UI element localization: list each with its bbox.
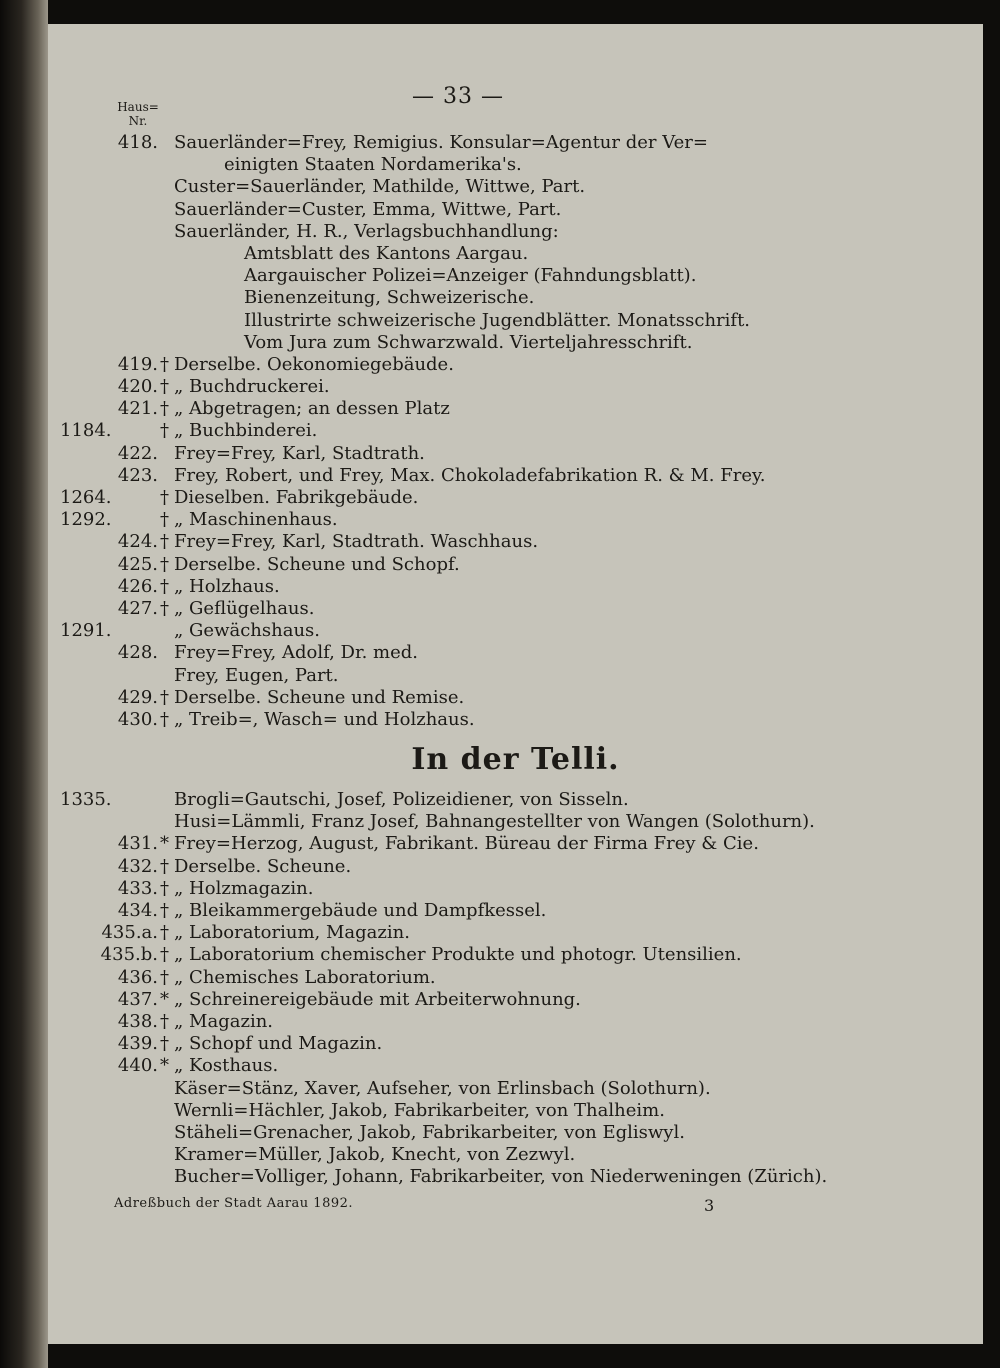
outer-house-number: 1264.: [60, 487, 112, 508]
entries-block-telli: [48, 789, 983, 1188]
directory-row: [48, 398, 983, 420]
directory-row: [48, 354, 983, 376]
entry-text: Frey, Eugen, Part.: [174, 664, 339, 686]
entry-text: Derselbe. Scheune und Remise.: [174, 686, 465, 708]
outer-house-number: 1292.: [60, 509, 112, 531]
building-mark: †: [160, 531, 169, 553]
building-mark: †: [160, 353, 169, 375]
haus-nr-column-label: [114, 100, 162, 128]
entry-text: Sauerländer=Custer, Emma, Wittwe, Part.: [174, 198, 562, 220]
directory-row: [48, 856, 983, 878]
building-mark: *: [160, 833, 169, 855]
directory-entries: [48, 132, 983, 1188]
house-number: 419.: [117, 353, 158, 375]
entry-text: Derselbe. Scheune.: [174, 855, 352, 877]
house-number: 425.: [117, 553, 158, 575]
building-mark: †: [160, 922, 169, 944]
house-number: 429.: [117, 686, 158, 708]
entry-text: Aargauischer Polizei=Anzeiger (Fahndungsblatt).: [244, 265, 697, 287]
building-mark: †: [160, 708, 169, 730]
entry-text: Frey, Robert, und Frey, Max. Chokoladefabrikation R. & M. Frey.: [174, 464, 766, 486]
entry-text: „ Kosthaus.: [174, 1055, 279, 1077]
house-number: 420.: [117, 376, 158, 398]
entry-text: Derselbe. Scheune und Schopf.: [174, 553, 460, 575]
entry-text: Custer=Sauerländer, Mathilde, Wittwe, Part.: [174, 176, 586, 198]
entry-text: Vom Jura zum Schwarzwald. Vierteljahresschrift.: [244, 331, 693, 353]
directory-row: [48, 1122, 983, 1144]
entry-text: „ Schopf und Magazin.: [174, 1033, 383, 1055]
outer-house-number: 1291.: [60, 620, 112, 642]
house-number: 433.: [117, 877, 158, 899]
directory-row: [48, 687, 983, 709]
directory-row: [48, 642, 983, 664]
directory-row: [48, 176, 983, 198]
footer-title: Adreßbuch der Stadt Aarau 1892.: [114, 1196, 354, 1211]
document-page: [48, 24, 983, 1344]
directory-row: [48, 531, 983, 553]
building-mark: †: [160, 944, 169, 966]
house-number: 427.: [117, 597, 158, 619]
directory-row: [48, 900, 983, 922]
building-mark: †: [160, 398, 169, 420]
entry-text: Bucher=Volliger, Johann, Fabrikarbeiter, von Niederweningen (Zürich).: [174, 1166, 828, 1188]
directory-row: [48, 598, 983, 620]
haus-nr-label-line2: Nr.: [128, 114, 148, 128]
entry-text: Brogli=Gautschi, Josef, Polizeidiener, von Sisseln.: [174, 789, 629, 811]
section-title: In der Telli.: [411, 742, 620, 778]
entry-text: „ Holzmagazin.: [174, 877, 314, 899]
page-number: — 33 —: [412, 84, 504, 109]
entry-text: „ Treib=, Wasch= und Holzhaus.: [174, 708, 475, 730]
directory-row: [48, 878, 983, 900]
entry-text: „ Bleikammergebäude und Dampfkessel.: [174, 900, 547, 921]
entry-text: „ Schreinereigebäude mit Arbeiterwohnung.: [174, 988, 581, 1010]
entry-text: Dieselben. Fabrikgebäude.: [174, 487, 419, 508]
building-mark: †: [160, 553, 169, 575]
building-mark: †: [160, 855, 169, 877]
directory-row: [48, 709, 983, 731]
entry-text: „ Magazin.: [174, 1010, 274, 1032]
directory-row: [48, 1011, 983, 1033]
entry-text: Frey=Frey, Karl, Stadtrath. Waschhaus.: [174, 531, 539, 553]
building-mark: *: [160, 1055, 169, 1077]
house-number: 432.: [117, 855, 158, 877]
directory-row: [48, 1100, 983, 1122]
building-mark: †: [160, 487, 169, 508]
house-number: 423.: [117, 464, 158, 486]
entry-text: „ Buchbinderei.: [174, 420, 318, 442]
directory-row: [48, 554, 983, 576]
house-number: 437.: [117, 988, 158, 1010]
directory-row: [48, 443, 983, 465]
directory-row: [48, 221, 983, 243]
house-number: 428.: [117, 642, 158, 664]
entry-text: Derselbe. Oekonomiegebäude.: [174, 353, 454, 375]
house-number: 438.: [117, 1010, 158, 1032]
house-number: 440.: [117, 1055, 158, 1077]
directory-row: [48, 967, 983, 989]
directory-row: [48, 509, 983, 531]
book-binding-shadow: [0, 0, 48, 1368]
directory-row: [48, 833, 983, 855]
entry-text: Frey=Frey, Karl, Stadtrath.: [174, 442, 425, 464]
directory-row: [48, 1078, 983, 1100]
house-number: 439.: [117, 1033, 158, 1055]
entry-text: Husi=Lämmli, Franz Josef, Bahnangestellter von Wangen (Solothurn).: [174, 811, 815, 833]
outer-house-number: 1335.: [60, 789, 112, 811]
haus-nr-label-line1: Haus=: [117, 100, 159, 114]
directory-row: [48, 376, 983, 398]
building-mark: †: [160, 686, 169, 708]
entry-text: Sauerländer=Frey, Remigius. Konsular=Agentur der Ver=: [174, 132, 708, 153]
entry-text: Sauerländer, H. R., Verlagsbuchhandlung:: [174, 220, 559, 242]
building-mark: †: [160, 376, 169, 398]
directory-row: [48, 620, 983, 642]
directory-row: [48, 420, 983, 442]
house-number: 421.: [117, 398, 158, 420]
entry-text: „ Buchdruckerei.: [174, 376, 330, 398]
entry-text: „ Maschinenhaus.: [174, 509, 338, 531]
house-number: 422.: [117, 442, 158, 464]
directory-row: [48, 132, 983, 154]
building-mark: †: [160, 575, 169, 597]
entry-text: „ Laboratorium, Magazin.: [174, 922, 410, 944]
building-mark: †: [160, 509, 169, 531]
entry-text: „ Gewächshaus.: [174, 620, 321, 642]
entry-text: Frey=Frey, Adolf, Dr. med.: [174, 642, 419, 664]
building-mark: †: [160, 1010, 169, 1032]
footer-signature-mark: 3: [704, 1196, 715, 1215]
house-number: 418.: [117, 132, 158, 153]
directory-row: [48, 1144, 983, 1166]
building-mark: †: [160, 900, 169, 921]
building-mark: †: [160, 420, 169, 442]
directory-row: [48, 665, 983, 687]
house-number: 430.: [117, 708, 158, 730]
directory-row: [48, 199, 983, 221]
directory-row: [48, 310, 983, 332]
directory-row: [48, 465, 983, 487]
directory-row: [48, 576, 983, 598]
house-number: 435.a.: [101, 922, 158, 944]
entry-text: „ Abgetragen; an dessen Platz: [174, 398, 450, 420]
directory-row: [48, 287, 983, 309]
building-mark: †: [160, 877, 169, 899]
house-number: 431.: [117, 833, 158, 855]
directory-row: [48, 789, 983, 811]
entry-text: Illustrirte schweizerische Jugendblätter. Monatsschrift.: [244, 309, 751, 331]
house-number: 434.: [117, 900, 158, 921]
house-number: 435.b.: [100, 944, 158, 966]
entry-text: „ Chemisches Laboratorium.: [174, 966, 436, 988]
directory-row: [48, 1055, 983, 1077]
entry-text: Wernli=Hächler, Jakob, Fabrikarbeiter, von Thalheim.: [174, 1099, 665, 1121]
directory-row: [48, 922, 983, 944]
directory-row: [48, 811, 983, 833]
directory-row: [48, 1166, 983, 1188]
entry-text: „ Holzhaus.: [174, 575, 280, 597]
directory-row: [48, 332, 983, 354]
entry-text: Amtsblatt des Kantons Aargau.: [244, 242, 529, 264]
house-number: 424.: [117, 531, 158, 553]
house-number: 426.: [117, 575, 158, 597]
entry-text: „ Laboratorium chemischer Produkte und photogr. Utensilien.: [174, 944, 742, 966]
directory-row: [48, 265, 983, 287]
entry-text: Kramer=Müller, Jakob, Knecht, von Zezwyl.: [174, 1144, 576, 1166]
page-footer: [114, 1196, 954, 1215]
building-mark: †: [160, 966, 169, 988]
directory-row: [48, 243, 983, 265]
directory-row: [48, 487, 983, 509]
directory-row: [48, 944, 983, 966]
building-mark: *: [160, 988, 169, 1010]
outer-house-number: 1184.: [60, 420, 112, 442]
entry-text: einigten Staaten Nordamerika's.: [224, 154, 522, 176]
directory-row: [48, 154, 983, 176]
entry-text: Stäheli=Grenacher, Jakob, Fabrikarbeiter, von Egliswyl.: [174, 1121, 685, 1143]
entry-text: Frey=Herzog, August, Fabrikant. Büreau der Firma Frey & Cie.: [174, 833, 759, 855]
building-mark: †: [160, 1033, 169, 1055]
directory-row: [48, 989, 983, 1011]
entries-block-saeuerlaender-frey: [48, 132, 983, 731]
entry-text: Käser=Stänz, Xaver, Aufseher, von Erlinsbach (Solothurn).: [174, 1077, 711, 1099]
entry-text: „ Geflügelhaus.: [174, 597, 315, 619]
house-number: 436.: [117, 966, 158, 988]
building-mark: †: [160, 597, 169, 619]
entry-text: Bienenzeitung, Schweizerische.: [244, 287, 535, 309]
directory-row: [48, 1033, 983, 1055]
